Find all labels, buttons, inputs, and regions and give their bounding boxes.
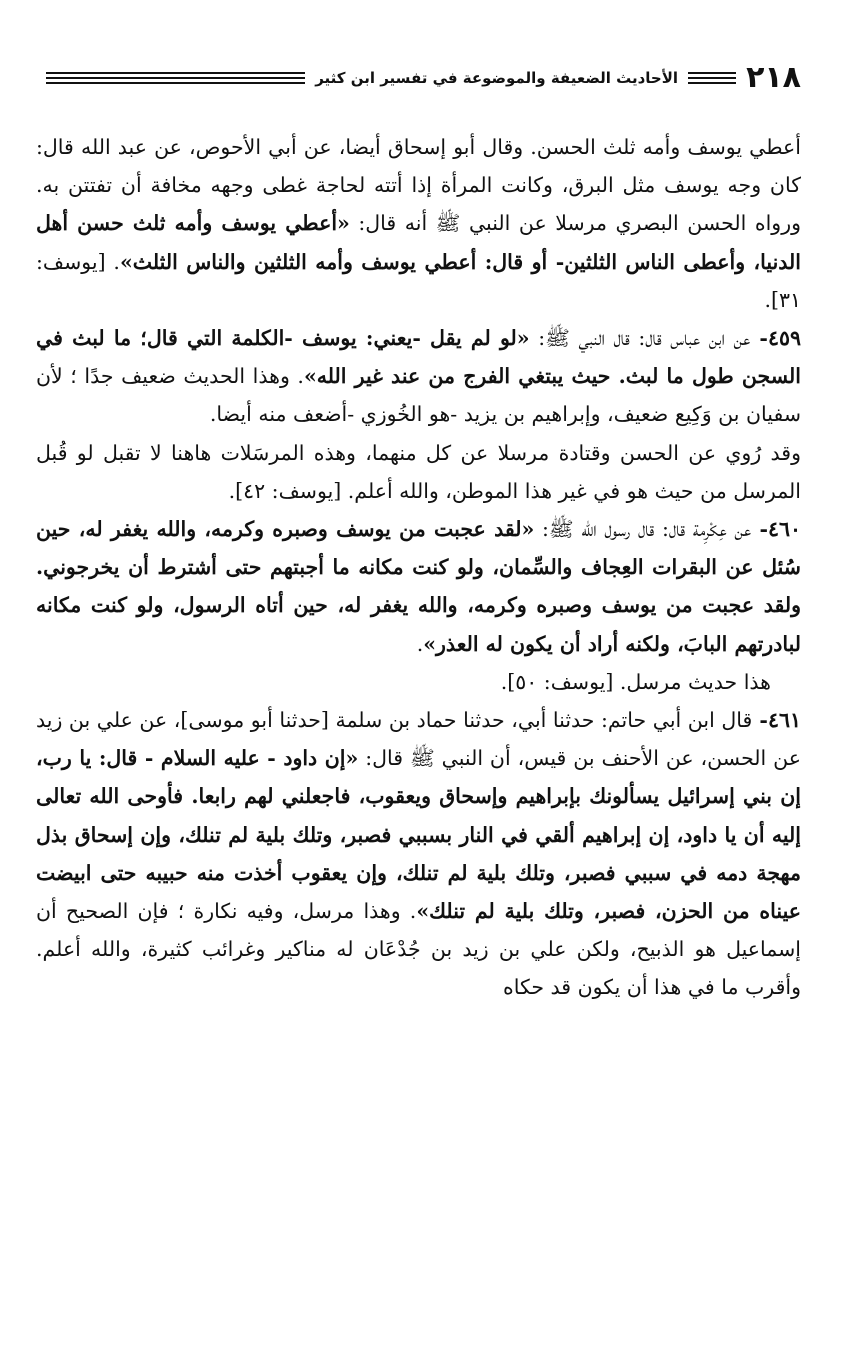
- hadith-text: «أعطي يوسف وأمه ثلث حسن أهل الدنيا، وأعطى الناس الثلثين- أو قال: أعطي يوسف وأمه الثلثين والناس الثلث»: [36, 211, 801, 274]
- hadith-number: ٤٥٩-: [750, 326, 801, 351]
- paragraph: [36, 510, 801, 663]
- body-text: [36, 128, 801, 1007]
- text-segment: .: [416, 631, 424, 656]
- text-segment: عن عِكْرِمة قال: قال رسول الله ﷺ:: [534, 517, 752, 542]
- paragraph: [36, 434, 801, 510]
- hadith-number: ٤٦١-: [752, 708, 801, 733]
- paragraph: [36, 663, 801, 701]
- running-header: [36, 58, 801, 98]
- page-number: ٢١٨: [746, 60, 801, 95]
- hadith-text: «لو لم يقل -يعني: يوسف -الكلمة التي قال؛ ما لبث في السجن طول ما لبث. حيث يبتغي الفرج من عند غير الله»: [36, 326, 801, 389]
- header-rule-right: [688, 72, 736, 84]
- hadith-text: «لقد عجبت من يوسف وصبره وكرمه، والله يغفر له، حين سُئل عن البقرات العِجاف والسِّمان، ولو كنت مكانه ما أجبتهم حتى أشترط أن يخرجوني. ولقد عجبت من يوسف وصبره وكرمه، والله يغفر له، حين أتاه الرسول، ولو كنت مكانه لبادرتهم البابَ، ولكنه أراد أن يكون له العذر»: [36, 517, 801, 656]
- header-rule-middle: [46, 72, 305, 84]
- running-title: الأحاديث الضعيفة والموضوعة في تفسير ابن كثير: [315, 69, 679, 87]
- text-segment: . وهذا الحديث ضعيف جدًا ؛ لأن سفيان بن وَكِيع ضعيف، وإبراهيم بن يزيد -هو الخُوزي -أضعف منه أيضا.: [36, 364, 801, 427]
- text-segment: . [يوسف: ٣١].: [36, 249, 801, 312]
- text-segment: أعطي يوسف وأمه ثلث الحسن. وقال أبو إسحاق أيضا، عن أبي الأحوص، عن عبد الله قال: كان وجه يوسف مثل البرق، وكانت المرأة إذا أتته لحاجة غطى وجهه مخافة أن تفتتن به. ورواه الحسن البصري مرسلا عن النبي ﷺ أنه قال:: [36, 135, 801, 236]
- hadith-number: ٤٦٠-: [751, 517, 801, 542]
- paragraph: [36, 128, 801, 319]
- text-segment: هذا حديث مرسل. [يوسف: ٥٠].: [500, 669, 771, 694]
- text-segment: عن ابن عباس قال: قال النبي ﷺ:: [529, 326, 751, 351]
- paragraph: [36, 701, 801, 1007]
- text-segment: وقد رُوي عن الحسن وقتادة مرسلا عن كل منهما، وهذه المرسَلات هاهنا لا تقبل لو قُبل المرسل من حيث هو في غير هذا الموطن، والله أعلم. [يوسف: ٤٢].: [36, 440, 801, 503]
- paragraph: [36, 319, 801, 434]
- text-segment: . وهذا مرسل، وفيه نكارة ؛ فإن الصحيح أن إسماعيل هو الذبيح، ولكن علي بن زيد بن جُدْعَان له مناكير وغرائب كثيرة، والله أعلم. وأقرب ما في هذا أن يكون قد حكاه: [36, 899, 801, 1000]
- hadith-text: «إن داود - عليه السلام - قال: يا رب، إن بني إسرائيل يسألونك بإبراهيم وإسحاق ويعقوب، فاجعلني لهم رابعا. فأوحى الله تعالى إليه أن يا داود، إن إبراهيم ألقي في النار بسببي فصبر، وتلك بلية لم تنلك، وإن إسحاق بذل مهجة دمه في سببي فصبر، وتلك بلية لم تنلك، وإن يعقوب أخذت منه حبيبه حتى ابيضت عيناه من الحزن، فصبر، وتلك بلية لم تنلك»: [36, 746, 802, 924]
- text-segment: قال ابن أبي حاتم: حدثنا أبي، حدثنا حماد بن سلمة [حدثنا أبو موسى]، عن علي بن زيد عن الحسن، عن الأحنف بن قيس، أن النبي ﷺ قال:: [36, 708, 801, 771]
